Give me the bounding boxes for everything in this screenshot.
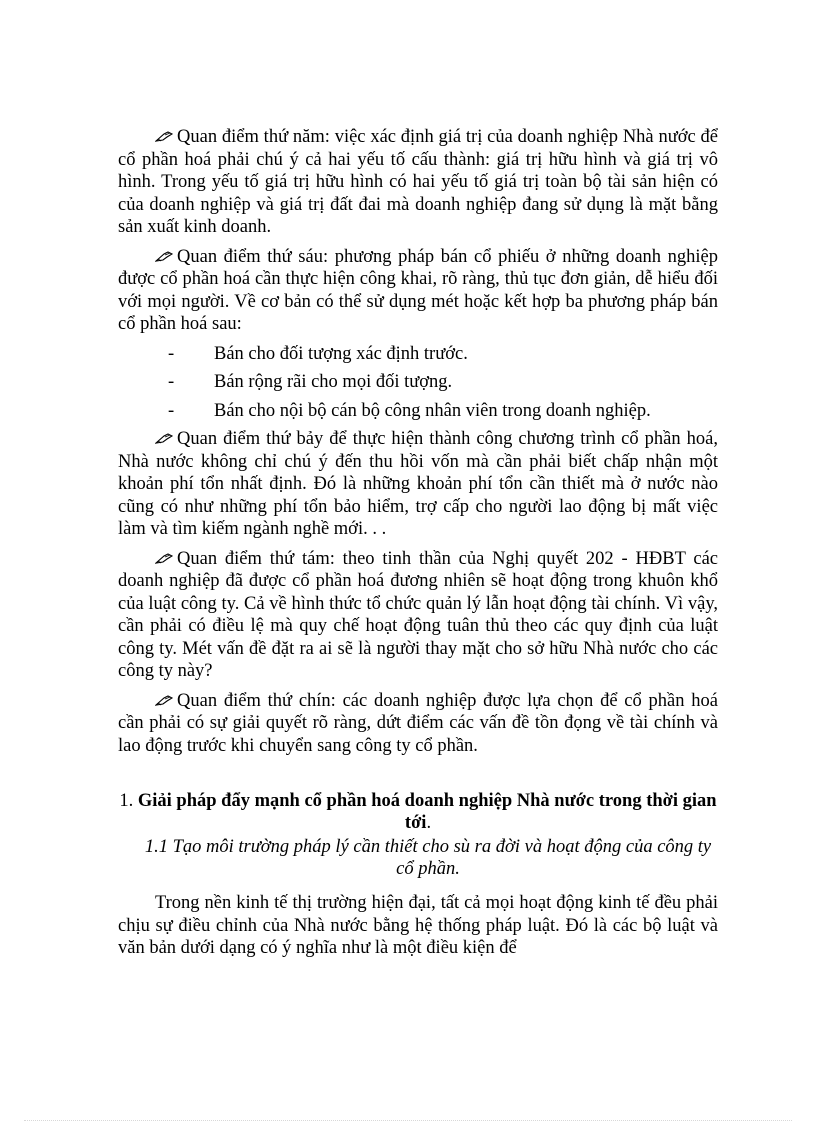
writing-hand-icon <box>155 548 177 571</box>
writing-hand-icon <box>155 428 177 451</box>
dash-bullet: - <box>168 343 175 364</box>
writing-hand-icon <box>155 126 177 149</box>
section-number: 1. <box>119 791 134 811</box>
paragraph-quan-diem-6: Quan điểm thứ sáu: phương pháp bán cổ phiếu ở những doanh nghiệp được cổ phần hoá cần thực hiện công khai, rõ ràng, thủ tục đơn giản, dễ hiểu đối với mọi người. Về cơ bản có thể sử dụng mét hoặc kết hợp ba phương pháp bán cổ phần hoá sau: <box>118 246 718 334</box>
sale-methods-list <box>118 343 718 423</box>
writing-hand-icon <box>155 246 177 269</box>
section-title-end: . <box>426 813 432 833</box>
section-heading <box>118 790 718 834</box>
list-item: - Bán cho đối tượng xác định trước. <box>168 343 468 364</box>
list-item: - Bán rộng rãi cho mọi đối tượng. <box>168 372 453 392</box>
list-item: - Bán cho nội bộ cán bộ công nhân viên trong doanh nghiệp. <box>168 400 651 421</box>
subsection-heading: 1.1 Tạo môi trường pháp lý cần thiết cho sù ra đời và hoạt động của công ty cổ phần. <box>144 837 712 879</box>
dash-bullet: - <box>168 400 175 421</box>
document-page <box>118 126 718 967</box>
paragraph-quan-diem-7: Quan điểm thứ bảy để thực hiện thành công chương trình cổ phần hoá, Nhà nước không chỉ chú ý đến thu hồi vốn mà cần phải biết chấp nhận một khoản phí tổn nhất định. Đó là những khoản phí tổn cần thiết mà ở nước nào cũng có như những phí tổn bảo hiểm, trợ cấp cho người lao động bị mất việc làm và tìm kiếm ngành nghề mới. . . <box>118 429 718 539</box>
page-bottom-rule <box>24 1120 792 1121</box>
writing-hand-icon <box>155 690 177 713</box>
paragraph-quan-diem-9: Quan điểm thứ chín: các doanh nghiệp được lựa chọn để cổ phần hoá cần phải có sự giải quyết rõ ràng, dứt điểm các vấn đề tồn đọng về tài chính và lao động trước khi chuyển sang công ty cổ phần. <box>118 690 718 756</box>
paragraph-quan-diem-8: Quan điểm thứ tám: theo tinh thần của Nghị quyết 202 - HĐBT các doanh nghiệp đã được cổ phần hoá đương nhiên sẽ hoạt động trong khuôn khổ của luật công ty. Cả về hình thức tổ chức quản lý lẫn hoạt động tài chính. Vì vậy, cần phải có điều lệ mà quy chế hoạt động tuân thủ theo các quy định của luật công ty. Mét vấn đề đặt ra ai sẽ là người thay mặt cho sở hữu Nhà nước cho các công ty này? <box>118 548 718 681</box>
paragraph-quan-diem-5: Quan điểm thứ năm: việc xác định giá trị của doanh nghiệp Nhà nước để cổ phần hoá phải chú ý cả hai yếu tố cấu thành: giá trị hữu hình và giá trị vô hình. Trong yếu tố giá trị hữu hình có hai yếu tố giá trị toàn bộ tài sản hiện có của doanh nghiệp và giá trị đất đai mà doanh nghiệp đang sử dụng là mặt bằng sản xuất kinh doanh. <box>118 127 718 237</box>
section-title: Giải pháp đẩy mạnh cổ phần hoá doanh nghiệp Nhà nước trong thời gian tới <box>137 791 717 833</box>
dash-bullet: - <box>168 372 175 392</box>
closing-paragraph: Trong nền kinh tế thị trường hiện đại, tất cả mọi hoạt động kinh tế đều phải chịu sự điều chỉnh của Nhà nước bằng hệ thống pháp luật. Đó là các bộ luật và văn bản dưới dạng có ý nghĩa như là một điều kiện để <box>118 893 718 958</box>
